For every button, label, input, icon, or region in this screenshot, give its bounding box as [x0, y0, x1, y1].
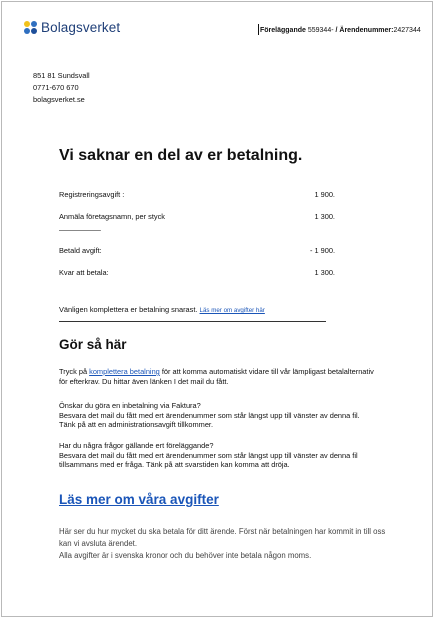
- instruction-text: Tryck på: [59, 367, 90, 376]
- fee-row-company-name: [59, 212, 335, 224]
- fee-value: 1 900.: [314, 190, 335, 199]
- fees-info-paragraph: Här ser du hur mycket du ska betala för ditt ärende. Först när betalningen har kommit in till oss kan vi avsluta ärendet.: [59, 527, 386, 548]
- text-cursor: [258, 24, 259, 35]
- address-website: bolagsverket.se: [33, 95, 85, 104]
- divider: [59, 321, 326, 322]
- fee-label: Registreringsavgift :: [59, 190, 125, 199]
- fees-info-vat-note: Alla avgifter är i svenska kronor och du behöver inte betala någon moms.: [59, 551, 312, 560]
- ref-label-1: Föreläggande: [260, 27, 306, 34]
- instruction-text: för att komma automatiskt vidare till vår lämpligast betalalternativ för efterkrav. Du hittar även länken I det mail du fått.: [59, 367, 374, 386]
- fee-row-registration: [59, 190, 335, 202]
- fee-label: Betald avgift:: [59, 246, 102, 255]
- questions-paragraph: [59, 441, 379, 470]
- document-page: [1, 1, 433, 617]
- reference-line: [258, 24, 421, 35]
- invoice-fee-note: Tänk på att en administrationsavgift tillkommer.: [59, 420, 214, 430]
- fees-info-link[interactable]: Läs mer om avgifter här: [199, 307, 265, 314]
- note-text: Vänligen komplettera er betalning snarast.: [59, 305, 198, 314]
- ref-separator: /: [333, 27, 340, 34]
- invoice-question: Önskar du göra en inbetalning via Faktura?: [59, 401, 201, 410]
- address-phone: 0771-670 670: [33, 83, 79, 92]
- payment-note: [59, 305, 265, 314]
- invoice-paragraph: [59, 401, 379, 430]
- questions-heading: Har du några frågor gällande ert föreläggande?: [59, 441, 214, 450]
- ref-label-2: Ärendenummer:: [339, 27, 394, 34]
- ref-value-1: 559344-: [307, 27, 334, 34]
- fees-info-text: [59, 526, 389, 562]
- fee-value: 1 300.: [314, 268, 335, 277]
- questions-instruction: Besvara det mail du fått med ert ärendenummer som står längst upp till vänster av denna fil tillsammans med er fråga. Tänk på att svarstiden kan komma att dröja.: [59, 450, 358, 470]
- complete-payment-link[interactable]: komplettera betalning: [89, 367, 160, 376]
- fee-value: 1 300.: [314, 212, 335, 221]
- fee-row-paid: [59, 246, 335, 258]
- sum-separator: ——————: [59, 225, 101, 234]
- fees-info-heading-link[interactable]: Läs mer om våra avgifter: [59, 492, 219, 507]
- fee-row-remaining: [59, 268, 335, 280]
- bolagsverket-logo: [24, 20, 120, 35]
- fee-label: Anmäla företagsnamn, per styck: [59, 212, 165, 221]
- invoice-instruction: Besvara det mail du fått med ert ärendenummer som står längst upp till vänster av denna fil.: [59, 410, 360, 420]
- sender-address: [33, 70, 90, 106]
- logo-icon: [24, 21, 38, 35]
- instruction-paragraph: [59, 367, 379, 386]
- ref-value-2: 2427344: [393, 27, 421, 34]
- fee-value: - 1 900.: [309, 246, 335, 255]
- fee-label: Kvar att betala:: [59, 268, 109, 277]
- section-heading-how-to: Gör så här: [59, 337, 127, 352]
- address-line: 851 81 Sundsvall: [33, 71, 90, 80]
- logo-text: Bolagsverket: [41, 20, 121, 35]
- page-title: Vi saknar en del av er betalning.: [59, 147, 303, 164]
